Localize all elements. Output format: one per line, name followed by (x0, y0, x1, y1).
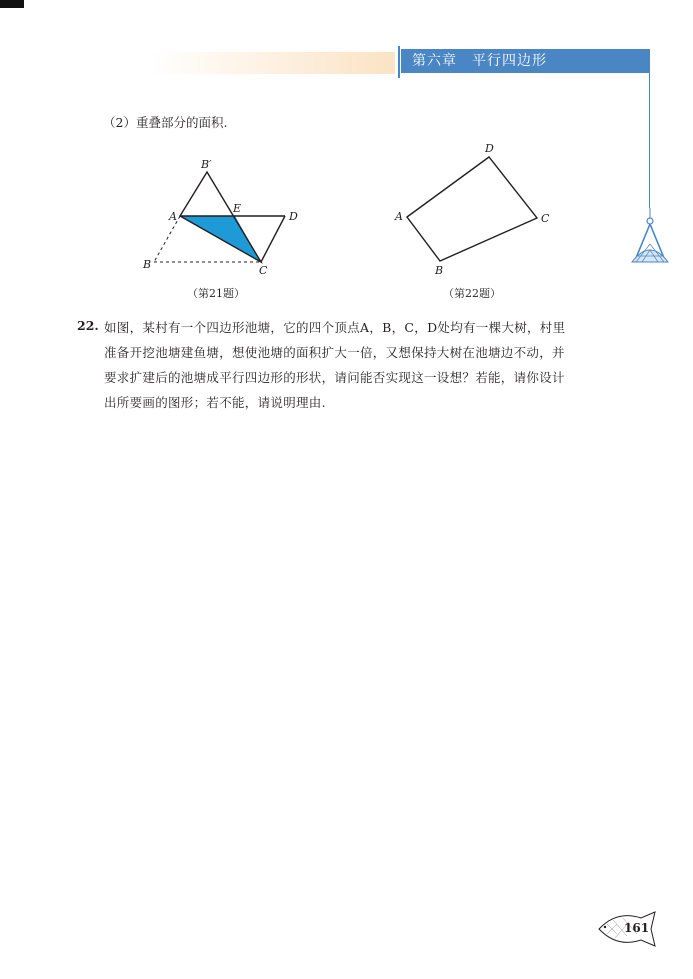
label-b-prime: B′ (201, 158, 212, 171)
label-d: D (289, 210, 298, 223)
chapter-title: 第六章 平行四边形 (412, 53, 547, 69)
header-decoration (150, 52, 395, 74)
compass-icon (628, 208, 672, 266)
question-line: 出所要画的图形；若不能，请说明理由. (104, 395, 326, 410)
label-c: C (541, 212, 550, 225)
question-line: 准备开挖池塘建鱼塘，想使池塘的面积扩大一倍，又想保持大树在池塘边不动，并 (104, 345, 565, 360)
label-e: E (233, 202, 242, 215)
figure-21-caption: （第21题） (187, 287, 245, 300)
segment-dc (261, 216, 285, 262)
question-number: 22. (77, 318, 99, 333)
label-a: A (169, 210, 177, 223)
figure-21 (135, 152, 315, 282)
label-c: C (259, 264, 268, 277)
label-b: B (435, 264, 444, 277)
side-rule (649, 73, 650, 208)
quadrilateral-abcd (407, 157, 537, 261)
question-line: 如图，某村有一个四边形池塘，它的四个顶点A，B，C，D处均有一棵大树，村里 (104, 320, 566, 335)
header-divider (398, 46, 400, 78)
label-a: A (395, 210, 403, 223)
figure-22-caption: （第22题） (443, 287, 501, 300)
subquestion-text: （2）重叠部分的面积. (103, 115, 228, 130)
label-d: D (485, 142, 494, 155)
question-line: 要求扩建后的池塘成平行四边形的形状，请问能否实现这一设想？若能，请你设计 (104, 370, 565, 385)
label-b: B (143, 258, 152, 271)
corner-mark (0, 0, 24, 8)
page-number: 161 (624, 921, 650, 935)
figure-22 (385, 140, 560, 280)
